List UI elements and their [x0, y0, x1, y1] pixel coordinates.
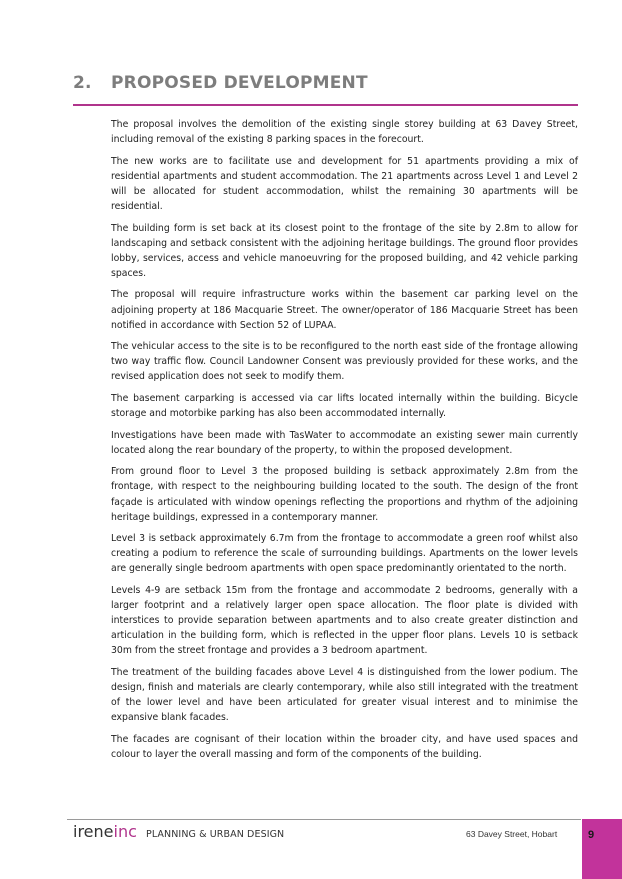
brand-tagline: PLANNING & URBAN DESIGN	[145, 829, 285, 840]
paragraph: The proposal involves the demolition of the existing single storey building at 63 Davey Street, including removal of the existing 8 parking spaces in the forecourt.	[111, 119, 578, 146]
paragraph: The proposal will require infrastructure works within the basement car parking level on the adjoining property at 186 Macquarie Street. The owner/operator of 186 Macquarie Street has been notified in accordance with Section 52 of LUPAA.	[111, 289, 578, 331]
body-text	[111, 117, 578, 769]
paragraph: The treatment of the building facades above Level 4 is distinguished from the lower podium. The design, finish and materials are clearly contemporary, while also still integrated with the treatment of the lower level and have been articulated for greater visual interest and to minimise the expansive blank facades.	[111, 667, 578, 724]
paragraph: The facades are cognisant of their location within the broader city, and have used spaces and colour to layer the overall massing and form of the components of the building.	[111, 733, 578, 760]
section-heading	[73, 73, 368, 93]
section-number: 2.	[73, 73, 92, 93]
footer-address: 63 Davey Street, Hobart	[466, 829, 558, 839]
heading-divider	[73, 104, 578, 106]
paragraph: Investigations have been made with TasWater to accommodate an existing sewer main currently located along the rear boundary of the property, to within the proposed development.	[111, 429, 578, 456]
page-number: 9	[587, 829, 595, 841]
paragraph: The new works are to facilitate use and development for 51 apartments providing a mix of residential apartments and student accommodation. The 21 apartments across Level 1 and Level 2 will be allocated for student accommodation, whilst the remaining 30 apartments will be residential.	[111, 155, 578, 212]
footer-divider	[67, 819, 581, 820]
page-number-tab	[582, 819, 622, 879]
section-title: PROPOSED DEVELOPMENT	[111, 73, 368, 93]
brand-name-irene: irene	[73, 822, 114, 841]
brand-name-inc: inc	[113, 822, 137, 841]
paragraph: Level 3 is setback approximately 6.7m from the frontage to accommodate a green roof whilst also creating a podium to reference the scale of surrounding buildings. Apartments on the lower levels are generally single bedroom apartments with open space predominantly orientated to the north.	[111, 533, 578, 575]
paragraph: Levels 4-9 are setback 15m from the frontage and accommodate 2 bedrooms, generally with a larger footprint and a relatively larger open space allocation. The floor plate is divided with interstices to provide separation between apartments and to also create greater distinction and articulation in the building form, which is reflected in the upper floor plans. Levels 10 is setback 30m from the street frontage and provides a 3 bedroom apartment.	[111, 585, 578, 657]
footer-brand-logo	[73, 822, 284, 841]
paragraph: From ground floor to Level 3 the proposed building is setback approximately 2.8m from the frontage, with respect to the neighbouring building located to the south. The design of the front façade is articulated with window openings reflecting the proportions and rhythm of the adjoining heritage buildings, expressed in a contemporary manner.	[111, 466, 578, 523]
paragraph: The basement carparking is accessed via car lifts located internally within the building. Bicycle storage and motorbike parking has also been accommodated internally.	[111, 393, 578, 420]
paragraph: The vehicular access to the site is to be reconfigured to the north east side of the frontage allowing two way traffic flow. Council Landowner Consent was previously provided for these works, and the revised application does not seek to modify them.	[111, 341, 578, 383]
paragraph: The building form is set back at its closest point to the frontage of the site by 2.8m to allow for landscaping and setback consistent with the adjoining heritage buildings. The ground floor provides lobby, services, access and vehicle manoeuvring for the proposed building, and 42 vehicle parking spaces.	[111, 222, 578, 279]
